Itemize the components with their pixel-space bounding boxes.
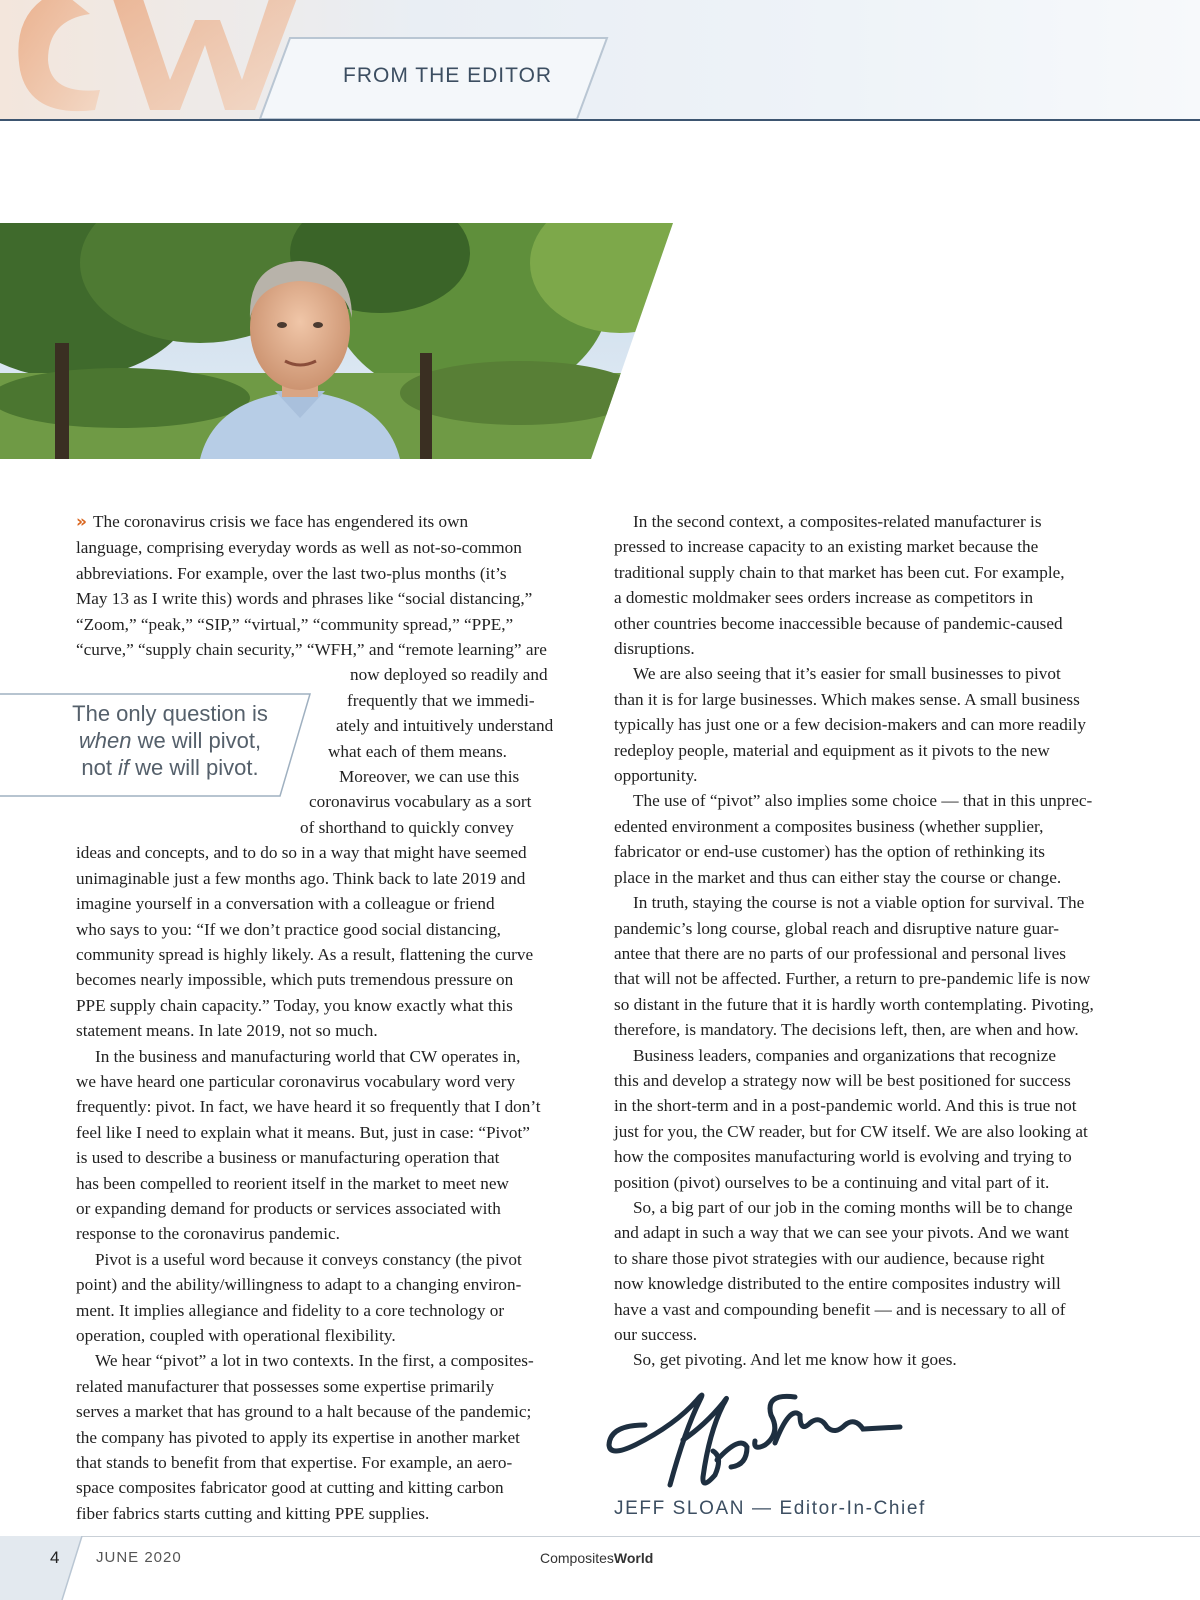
paragraph: Pivot is a useful word because it conveys constancy (the pivot point) and the ability/willingness to adapt to a changing environ- ment. It implies allegiance and fidelity to a core technology or operation, coupled with operational flexibility. — [76, 1249, 522, 1345]
section-label: FROM THE EDITOR — [343, 64, 553, 87]
chevron-right-icon: » — [76, 512, 87, 532]
pull-quote-line-1: The only question is — [72, 701, 268, 726]
paragraph: We hear “pivot” a lot in two contexts. In the first, a composites- related manufacturer that possesses some expertise primarily serves a market that has ground to a halt because of the pandemic; the company has pivoted to apply its expertise in another market that stands to benefit from that expertise. For example, an aero- space composites fabricator good at cutting and kitting carbon fiber fabrics starts cutting and kitting PPE supplies. — [76, 1351, 534, 1523]
footer-tab-shape — [0, 1536, 90, 1600]
paragraph: In the second context, a composites-related manufacturer is pressed to increase capacity to an existing market because the traditional supply chain to that market has been cut. For example, a domestic moldmaker sees orders increase as competitors in other countries become inaccessible because of pandemic-caused disruptions. — [614, 512, 1065, 659]
article-column-left — [76, 509, 584, 1526]
header-tab-shape — [0, 0, 620, 120]
publication-name: CompositesWorld — [540, 1550, 654, 1566]
paragraph: The use of “pivot” also implies some choice — that in this unprec- edented environment a composites business (whether supplier, fabricator or end-use customer) has the option of rethinking its place in the market and thus can either stay the course or change. — [614, 791, 1093, 887]
pull-quote-line-3: not if we will pivot. — [81, 755, 259, 780]
author-byline: JEFF SLOAN — Editor-In-Chief — [614, 1498, 926, 1519]
footer-rule — [0, 1536, 1200, 1537]
header-rule — [0, 119, 1200, 121]
paragraph: » The coronavirus crisis we face has engendered its own language, comprising everyday words as well as not-so-common abbreviations. For example, over the last two-plus months (it’s May 13 as I write this) words and phrases like “social distancing,” “Zoom,” “peak,” “SIP,” “virtual,” “community spread,” “PPE,” “curve,” “supply chain security,” “WFH,” and “remote learning” are now deployed so readily and frequently that we immedi- ately and intuitively understand what each of them means. Moreover, we can use this coronavirus vocabulary as a sort of shorthand to quickly convey ideas and concepts, and to do so in a way that might have seemed unimaginable just a few months ago. Think back to late 2019 and imagine yourself in a conversation with a colleague or friend who says to you: “If we don’t practice good social distancing, community spread is highly likely. As a result, flattening the curve becomes nearly impossible, which puts tremendous pressure on PPE supply chain capacity.” Today, you know exactly what this statement means. In late 2019, not so much. — [76, 512, 554, 1041]
issue-date: JUNE 2020 — [96, 1549, 182, 1566]
editor-photo — [0, 223, 673, 459]
paragraph: Business leaders, companies and organizations that recognize this and develop a strategy now will be best positioned for success in the short-term and in a post-pandemic world. And this is true not just for you, the CW reader, but for CW itself. We are also looking at how the composites manufacturing world is evolving and trying to position (pivot) ourselves to be a continuing and vital part of it. — [614, 1045, 1088, 1192]
paragraph: In the business and manufacturing world that CW operates in, we have heard one particular coronavirus vocabulary word very frequently: pivot. In fact, we have heard it so frequently that I don’t feel like I need to explain what it means. But, just in case: “Pivot” is used to describe a business or manufacturing operation that has been compelled to reorient itself in the market to meet new or expanding demand for products or services associated with response to the coronavirus pandemic. — [76, 1046, 541, 1244]
paragraph: We are also seeing that it’s easier for small businesses to pivot than it is for large businesses. Which makes sense. A small business typically has just one or a few decision-makers and can more readily redeploy people, material and equipment as it pivots to the new opportunity. — [614, 664, 1087, 786]
paragraph: So, get pivoting. And let me know how it goes. — [633, 1350, 957, 1370]
page-header — [0, 0, 1200, 120]
paragraph: In truth, staying the course is not a viable option for survival. The pandemic’s long course, global reach and disruptive nature guar- antee that there are no parts of our professional and personal lives that will not be affected. Further, a return to pre-pandemic life is now so distant in the future that it is hardly worth contemplating. Pivoting, therefore, is mandatory. The decisions left, then, are when and how. — [614, 893, 1094, 1040]
paragraph: So, a big part of our job in the coming months will be to change and adapt in such a way that we can see your pivots. And we want to share those pivot strategies with our audience, because right now knowledge distributed to the entire composites industry will have a vast and compounding benefit — and is necessary to all of our success. — [614, 1197, 1073, 1344]
pull-quote-line-2: when we will pivot, — [78, 728, 262, 753]
page-number: 4 — [50, 1548, 60, 1567]
handwritten-signature — [605, 1385, 925, 1495]
article-column-right — [614, 509, 1139, 1373]
